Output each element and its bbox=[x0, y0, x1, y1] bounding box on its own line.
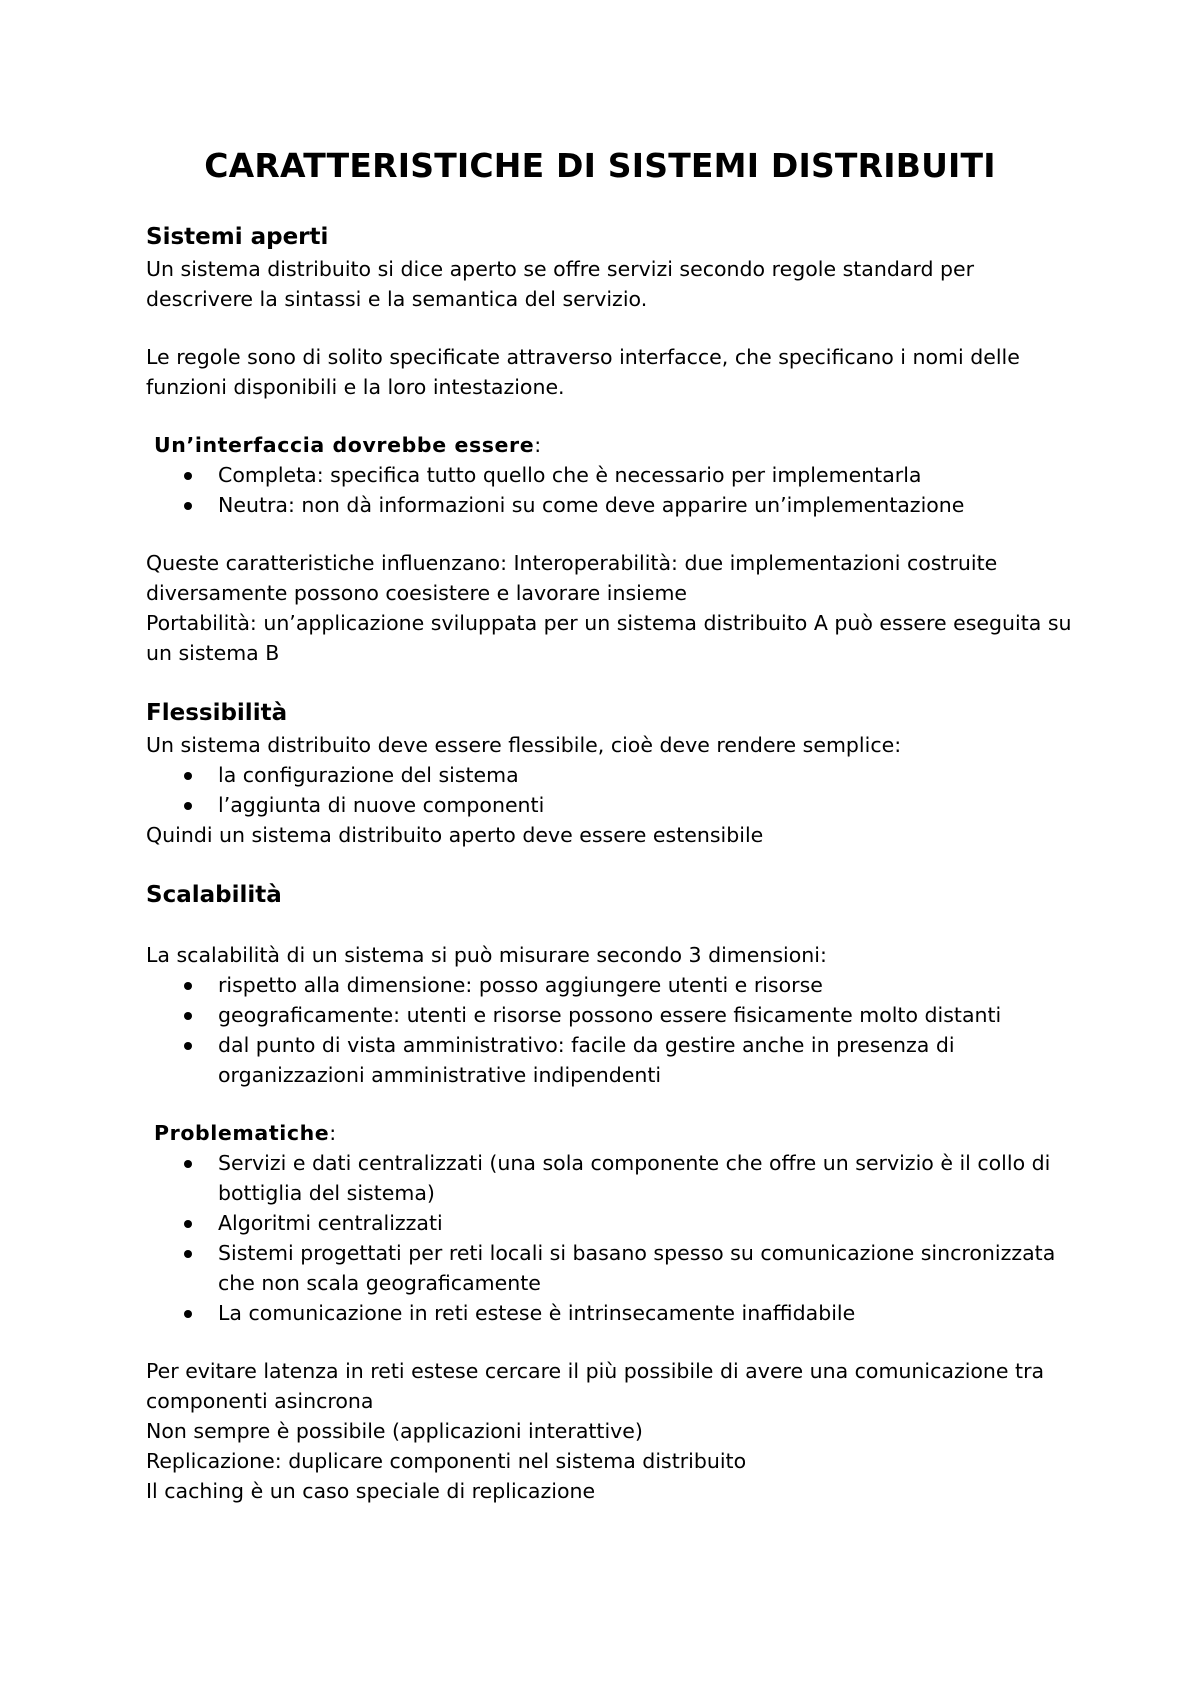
list-lead-colon: : bbox=[329, 1121, 337, 1145]
paragraph: Il caching è un caso speciale di replicazione bbox=[146, 1479, 596, 1503]
paragraph: Un sistema distribuito deve essere flessibile, cioè deve rendere semplice: bbox=[146, 733, 902, 757]
bullet-list bbox=[146, 460, 1076, 520]
paragraph: Non sempre è possibile (applicazioni interattive) bbox=[146, 1419, 643, 1443]
bullet-icon bbox=[184, 1042, 192, 1050]
paragraph: Replicazione: duplicare componenti nel sistema distribuito bbox=[146, 1449, 747, 1473]
bullet-list bbox=[146, 760, 1076, 820]
document-title: CARATTERISTICHE DI SISTEMI DISTRIBUITI bbox=[204, 146, 996, 185]
document-page bbox=[146, 140, 1076, 1506]
list-lead-text: Problematiche bbox=[154, 1121, 330, 1145]
section-heading-scalabilita: Scalabilità bbox=[146, 882, 282, 908]
bullet-list bbox=[146, 970, 1076, 1090]
section-heading-flessibilita: Flessibilità bbox=[146, 700, 288, 726]
list-item-text: Algoritmi centralizzati bbox=[218, 1211, 443, 1235]
list-item bbox=[218, 1238, 1076, 1298]
paragraph: Queste caratteristiche influenzano: Interoperabilità: due implementazioni costruite diversamente possono coesistere e lavorare insieme bbox=[146, 551, 998, 605]
list-item bbox=[218, 1298, 1076, 1328]
list-item-text: la configurazione del sistema bbox=[218, 763, 519, 787]
bullet-icon bbox=[184, 802, 192, 810]
list-item-text: Servizi e dati centralizzati (una sola componente che offre un servizio è il collo di bottiglia del sistema) bbox=[218, 1151, 1051, 1205]
section-heading-sistemi-aperti: Sistemi aperti bbox=[146, 224, 329, 250]
bullet-icon bbox=[184, 1310, 192, 1318]
list-item-text: rispetto alla dimensione: posso aggiungere utenti e risorse bbox=[218, 973, 823, 997]
list-item bbox=[218, 1030, 1076, 1090]
list-item bbox=[218, 1208, 1076, 1238]
bullet-icon bbox=[184, 502, 192, 510]
list-lead bbox=[146, 1118, 1076, 1148]
bullet-icon bbox=[184, 982, 192, 990]
bullet-icon bbox=[184, 1250, 192, 1258]
list-item bbox=[218, 1000, 1076, 1030]
list-item bbox=[218, 970, 1076, 1000]
paragraph: Quindi un sistema distribuito aperto deve essere estensibile bbox=[146, 823, 764, 847]
list-item-text: La comunicazione in reti estese è intrinsecamente inaffidabile bbox=[218, 1301, 856, 1325]
bullet-icon bbox=[184, 1220, 192, 1228]
paragraph: Portabilità: un’applicazione sviluppata per un sistema distribuito A può essere eseguita su un sistema B bbox=[146, 611, 1072, 665]
list-lead-colon: : bbox=[534, 433, 542, 457]
list-item-text: l’aggiunta di nuove componenti bbox=[218, 793, 545, 817]
bullet-icon bbox=[184, 1012, 192, 1020]
paragraph: La scalabilità di un sistema si può misurare secondo 3 dimensioni: bbox=[146, 943, 827, 967]
list-item bbox=[218, 460, 1076, 490]
list-item-text: dal punto di vista amministrativo: facile da gestire anche in presenza di organizzazioni amministrative indipendenti bbox=[218, 1033, 955, 1087]
bullet-list bbox=[146, 1148, 1076, 1328]
paragraph: Un sistema distribuito si dice aperto se offre servizi secondo regole standard per descrivere la sintassi e la semantica del servizio. bbox=[146, 257, 975, 311]
list-item bbox=[218, 490, 1076, 520]
list-lead-text: Un’interfaccia dovrebbe essere bbox=[154, 433, 535, 457]
list-item bbox=[218, 760, 1076, 790]
bullet-icon bbox=[184, 1160, 192, 1168]
list-item-text: Completa: specifica tutto quello che è necessario per implementarla bbox=[218, 463, 922, 487]
list-item bbox=[218, 790, 1076, 820]
list-item bbox=[218, 1148, 1076, 1208]
list-item-text: geograficamente: utenti e risorse possono essere fisicamente molto distanti bbox=[218, 1003, 1002, 1027]
bullet-icon bbox=[184, 472, 192, 480]
list-lead bbox=[146, 430, 1076, 460]
list-item-text: Sistemi progettati per reti locali si basano spesso su comunicazione sincronizzata che non scala geograficamente bbox=[218, 1241, 1056, 1295]
paragraph: Le regole sono di solito specificate attraverso interfacce, che specificano i nomi delle funzioni disponibili e la loro intestazione. bbox=[146, 345, 1020, 399]
paragraph: Per evitare latenza in reti estese cercare il più possibile di avere una comunicazione tra componenti asincrona bbox=[146, 1359, 1045, 1413]
bullet-icon bbox=[184, 772, 192, 780]
list-item-text: Neutra: non dà informazioni su come deve apparire un’implementazione bbox=[218, 493, 965, 517]
